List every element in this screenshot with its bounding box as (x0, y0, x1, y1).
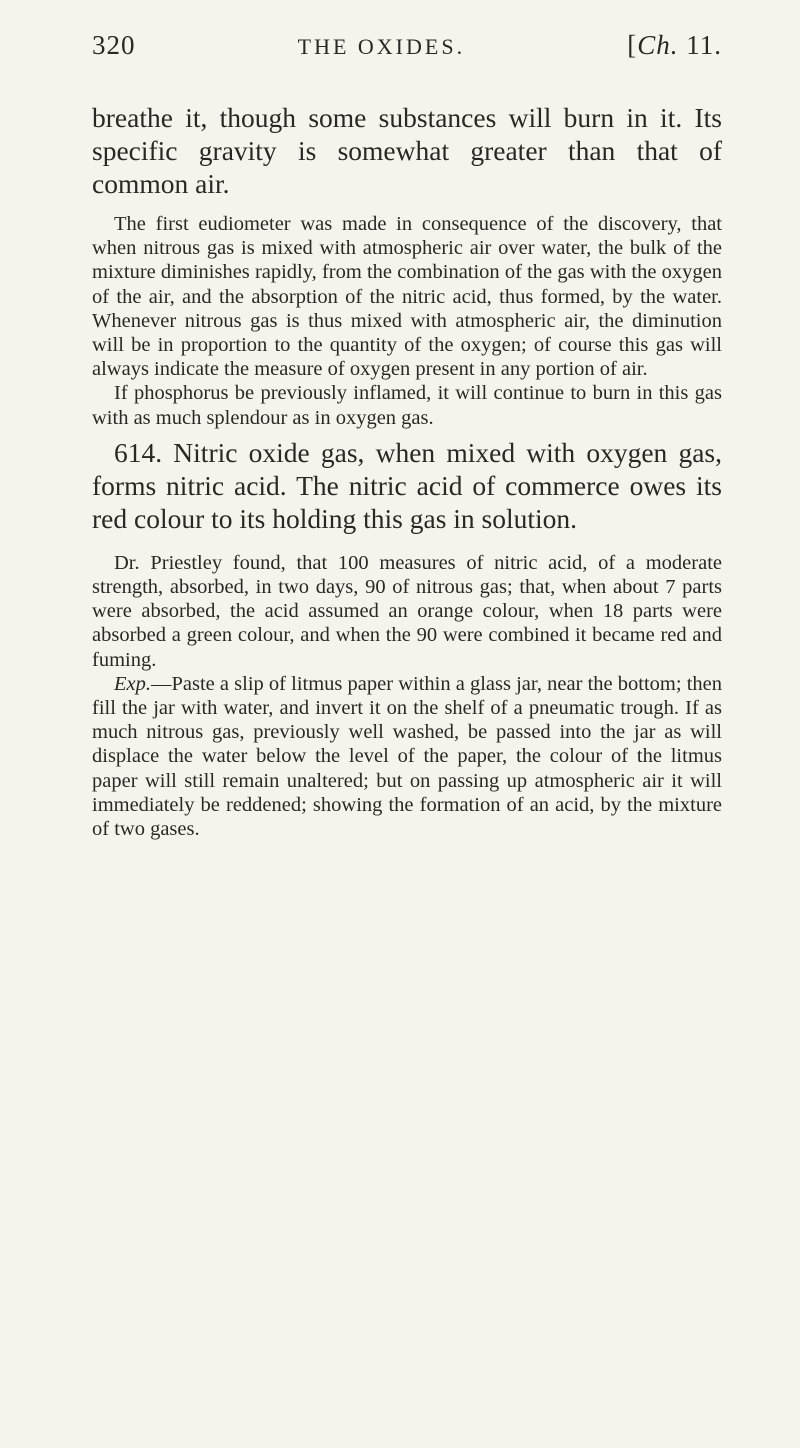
running-header (92, 30, 722, 61)
paragraph-specific-gravity: breathe it, though some substances will burn in it. Its specific gravity is somewhat greater than that of common air. (92, 102, 722, 199)
experiment-label: Exp. (114, 672, 151, 695)
chapter-number: 11. (678, 30, 722, 60)
chapter-reference (627, 30, 722, 61)
paragraph-experiment (92, 672, 722, 841)
section-614-nitric-oxide: 614. Nitric oxide gas, when mixed with oxygen gas, forms nitric acid. The nitric acid of commerce owes its red colour to its holding this gas in solution. (92, 436, 722, 534)
chapter-abbr: Ch. (637, 30, 679, 60)
paragraph-phosphorus: If phosphorus be previously inflamed, it will continue to burn in this gas with as much splendour as in oxygen gas. (92, 382, 722, 429)
experiment-text: —Paste a slip of litmus paper within a glass jar, near the bottom; then fill the jar with water, and invert it on the shelf of a pneumatic trough. If as much nitrous gas, previously well washed, be passed into the jar as will displace the water below the level of the paper, the colour of the litmus paper will still remain unaltered; but on passing up atmospheric air it will immediately be reddened; showing the formation of an acid, by the mixture of two gases. (92, 672, 722, 841)
book-page (92, 30, 722, 841)
paragraph-eudiometer: The first eudiometer was made in consequence of the discovery, that when nitrous gas is mixed with atmospheric air over water, the bulk of the mixture diminishes rapidly, from the combination of the gas with the oxygen of the air, and the absorption of the nitric acid, thus formed, by the water. Whenever nitrous gas is thus mixed with atmospheric air, the diminution will be in proportion to the quantity of the oxygen; of course this gas will always indicate the measure of oxygen present in any portion of air. (92, 213, 722, 381)
page-number: 320 (92, 30, 136, 60)
paragraph-priestley: Dr. Priestley found, that 100 measures of nitric acid, of a moderate strength, absorbed, in two days, 90 of nitrous gas; that, when about 7 parts were absorbed, the acid assumed an orange colour, when 18 parts were absorbed a green colour, and when the 90 were combined it became red and fuming. (92, 551, 722, 671)
running-title: THE OXIDES. (297, 34, 466, 59)
chapter-bracket: [ (627, 30, 638, 60)
